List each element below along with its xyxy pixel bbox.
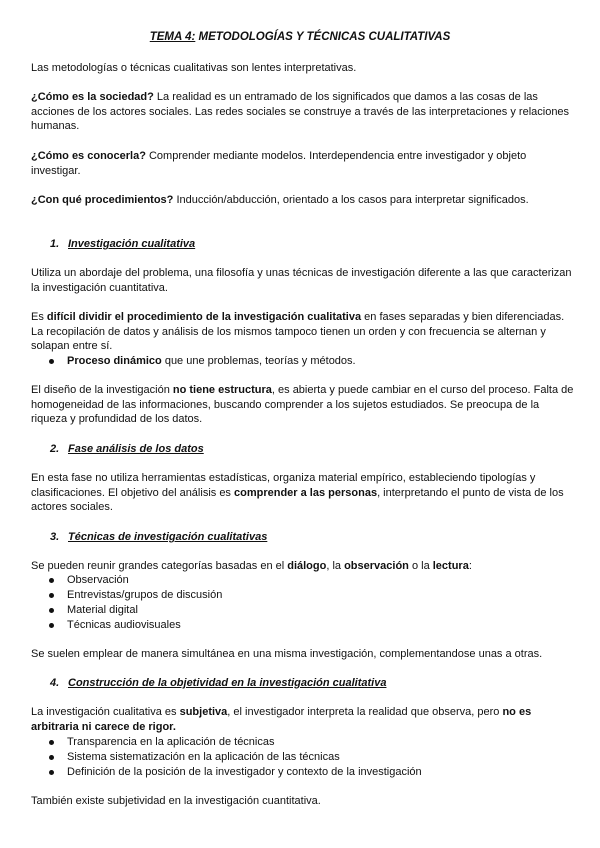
section-heading-4 xyxy=(50,676,595,691)
section-title-3: Técnicas de investigación cualitativas xyxy=(68,531,268,543)
section1-paragraph-2 xyxy=(31,310,576,354)
question-procedures-answer: Inducción/abducción, orientado a los casos para interpretar significados. xyxy=(173,194,529,206)
section4-bullet-list xyxy=(31,735,571,780)
section3-bold-observacion: observación xyxy=(344,560,409,572)
list-item: Observación xyxy=(31,573,571,588)
section3-p-end: : xyxy=(468,560,472,572)
section-title-2: Fase análisis de los datos xyxy=(68,443,204,455)
list-item xyxy=(31,354,571,369)
section1-paragraph-3 xyxy=(31,383,576,427)
section-heading-2 xyxy=(50,442,595,457)
list-item: Definición de la posición de la investigador y contexto de la investigación xyxy=(31,765,571,780)
section2-p-pre: En esta fase no utiliza herramientas estadísticas, organiza material empírico, estableciendo tipologías y clasificaciones. El objetivo del análisis es xyxy=(31,472,536,499)
question-procedures xyxy=(31,193,576,208)
question-procedures-label: ¿Con qué procedimientos? xyxy=(31,194,174,206)
section-heading-1 xyxy=(50,237,595,252)
section1-p2-post: en fases separadas y bien diferenciadas. La recopilación de datos y análisis de los mismos tampoco tienen un orden y con frecuencia se alternan y solapan entre sí. xyxy=(31,311,565,353)
section-number-2: 2. xyxy=(50,443,60,455)
list-item: Técnicas audiovisuales xyxy=(31,618,571,633)
list-item: Material digital xyxy=(31,603,571,618)
section1-bullet-list xyxy=(31,354,571,369)
section-number-1: 1. xyxy=(50,238,60,250)
section3-paragraph xyxy=(31,559,576,574)
section1-paragraph-1: Utiliza un abordaje del problema, una filosofía y unas técnicas de investigación diferente a las que caracterizan la investigación cuantitativa. xyxy=(31,267,572,294)
section2-paragraph xyxy=(31,471,576,515)
section1-p2-bold: difícil dividir el procedimiento de la investigación cualitativa xyxy=(46,311,362,323)
list-item: Entrevistas/grupos de discusión xyxy=(31,588,571,603)
section3-bold-dialogo: diálogo xyxy=(287,560,327,572)
question-knowledge-answer: Comprender mediante modelos. Interdependencia entre investigador y objeto investigar. xyxy=(31,150,527,177)
question-knowledge-label: ¿Cómo es conocerla? xyxy=(31,150,146,162)
intro-paragraph: Las metodologías o técnicas cualitativas son lentes interpretativas. xyxy=(31,62,357,74)
section-number-3: 3. xyxy=(50,531,60,543)
section3-bold-lectura: lectura xyxy=(432,560,469,572)
section3-sep-1: , la xyxy=(326,560,345,572)
section4-p-pre: La investigación cualitativa es xyxy=(31,706,180,718)
section3-p-pre: Se pueden reunir grandes categorías basadas en el xyxy=(31,560,288,572)
list-item: Transparencia en la aplicación de técnicas xyxy=(31,735,571,750)
section3-bullet-list xyxy=(31,573,571,633)
question-society xyxy=(31,90,576,134)
section1-p2-pre: Es xyxy=(31,311,47,323)
section2-p-bold: comprender a las personas xyxy=(234,486,378,499)
section1-p3-pre: El diseño de la investigación xyxy=(31,384,173,396)
section4-bold-rigor: no es arbitraria ni carece de rigor. xyxy=(31,706,532,733)
section-title-1: Investigación cualitativa xyxy=(68,238,196,250)
title-prefix: TEMA 4: xyxy=(149,31,196,43)
section1-p3-post: , es abierta y puede cambiar en el curso del proceso. Falta de homogeneidad de las informaciones, buscando comprender a los sujetos estudiados. Se preocupa de la riqueza y profundidad de los datos. xyxy=(31,384,574,426)
bullet-text: que une problemas, teorías y métodos. xyxy=(161,355,356,367)
section2-p-post: , interpretando el punto de vista de los actores sociales. xyxy=(31,486,564,514)
title-main: METODOLOGÍAS Y TÉCNICAS CUALITATIVAS xyxy=(195,31,451,43)
section-number-4: 4. xyxy=(50,677,60,689)
question-society-answer: La realidad es un entramado de los significados que damos a las cosas de las acciones de los actores sociales. Las redes sociales se construye a través de las interpretaciones y relaciones humanas. xyxy=(31,91,570,133)
section1-p3-bold: no tiene estructura xyxy=(172,384,272,396)
section4-closing: También existe subjetividad en la investigación cuantitativa. xyxy=(31,795,321,807)
section-title-4: Construcción de la objetividad en la investigación cualitativa xyxy=(68,677,387,689)
section4-bold-subjetiva: subjetiva xyxy=(179,706,228,718)
section-heading-3 xyxy=(50,530,595,545)
section4-p-mid: , el investigador interpreta la realidad que observa, pero xyxy=(227,706,503,718)
section3-sep-2: o la xyxy=(408,560,433,572)
list-item: Sistema sistematización en la aplicación de las técnicas xyxy=(31,750,571,765)
section4-paragraph xyxy=(31,705,576,734)
page-title xyxy=(0,30,600,45)
bullet-bold-text: Proceso dinámico xyxy=(67,355,162,367)
section3-paragraph-2: Se suelen emplear de manera simultánea en una misma investigación, complementandose unas a otras. xyxy=(31,648,543,660)
question-knowledge xyxy=(31,149,576,178)
question-society-label: ¿Cómo es la sociedad? xyxy=(31,91,154,103)
